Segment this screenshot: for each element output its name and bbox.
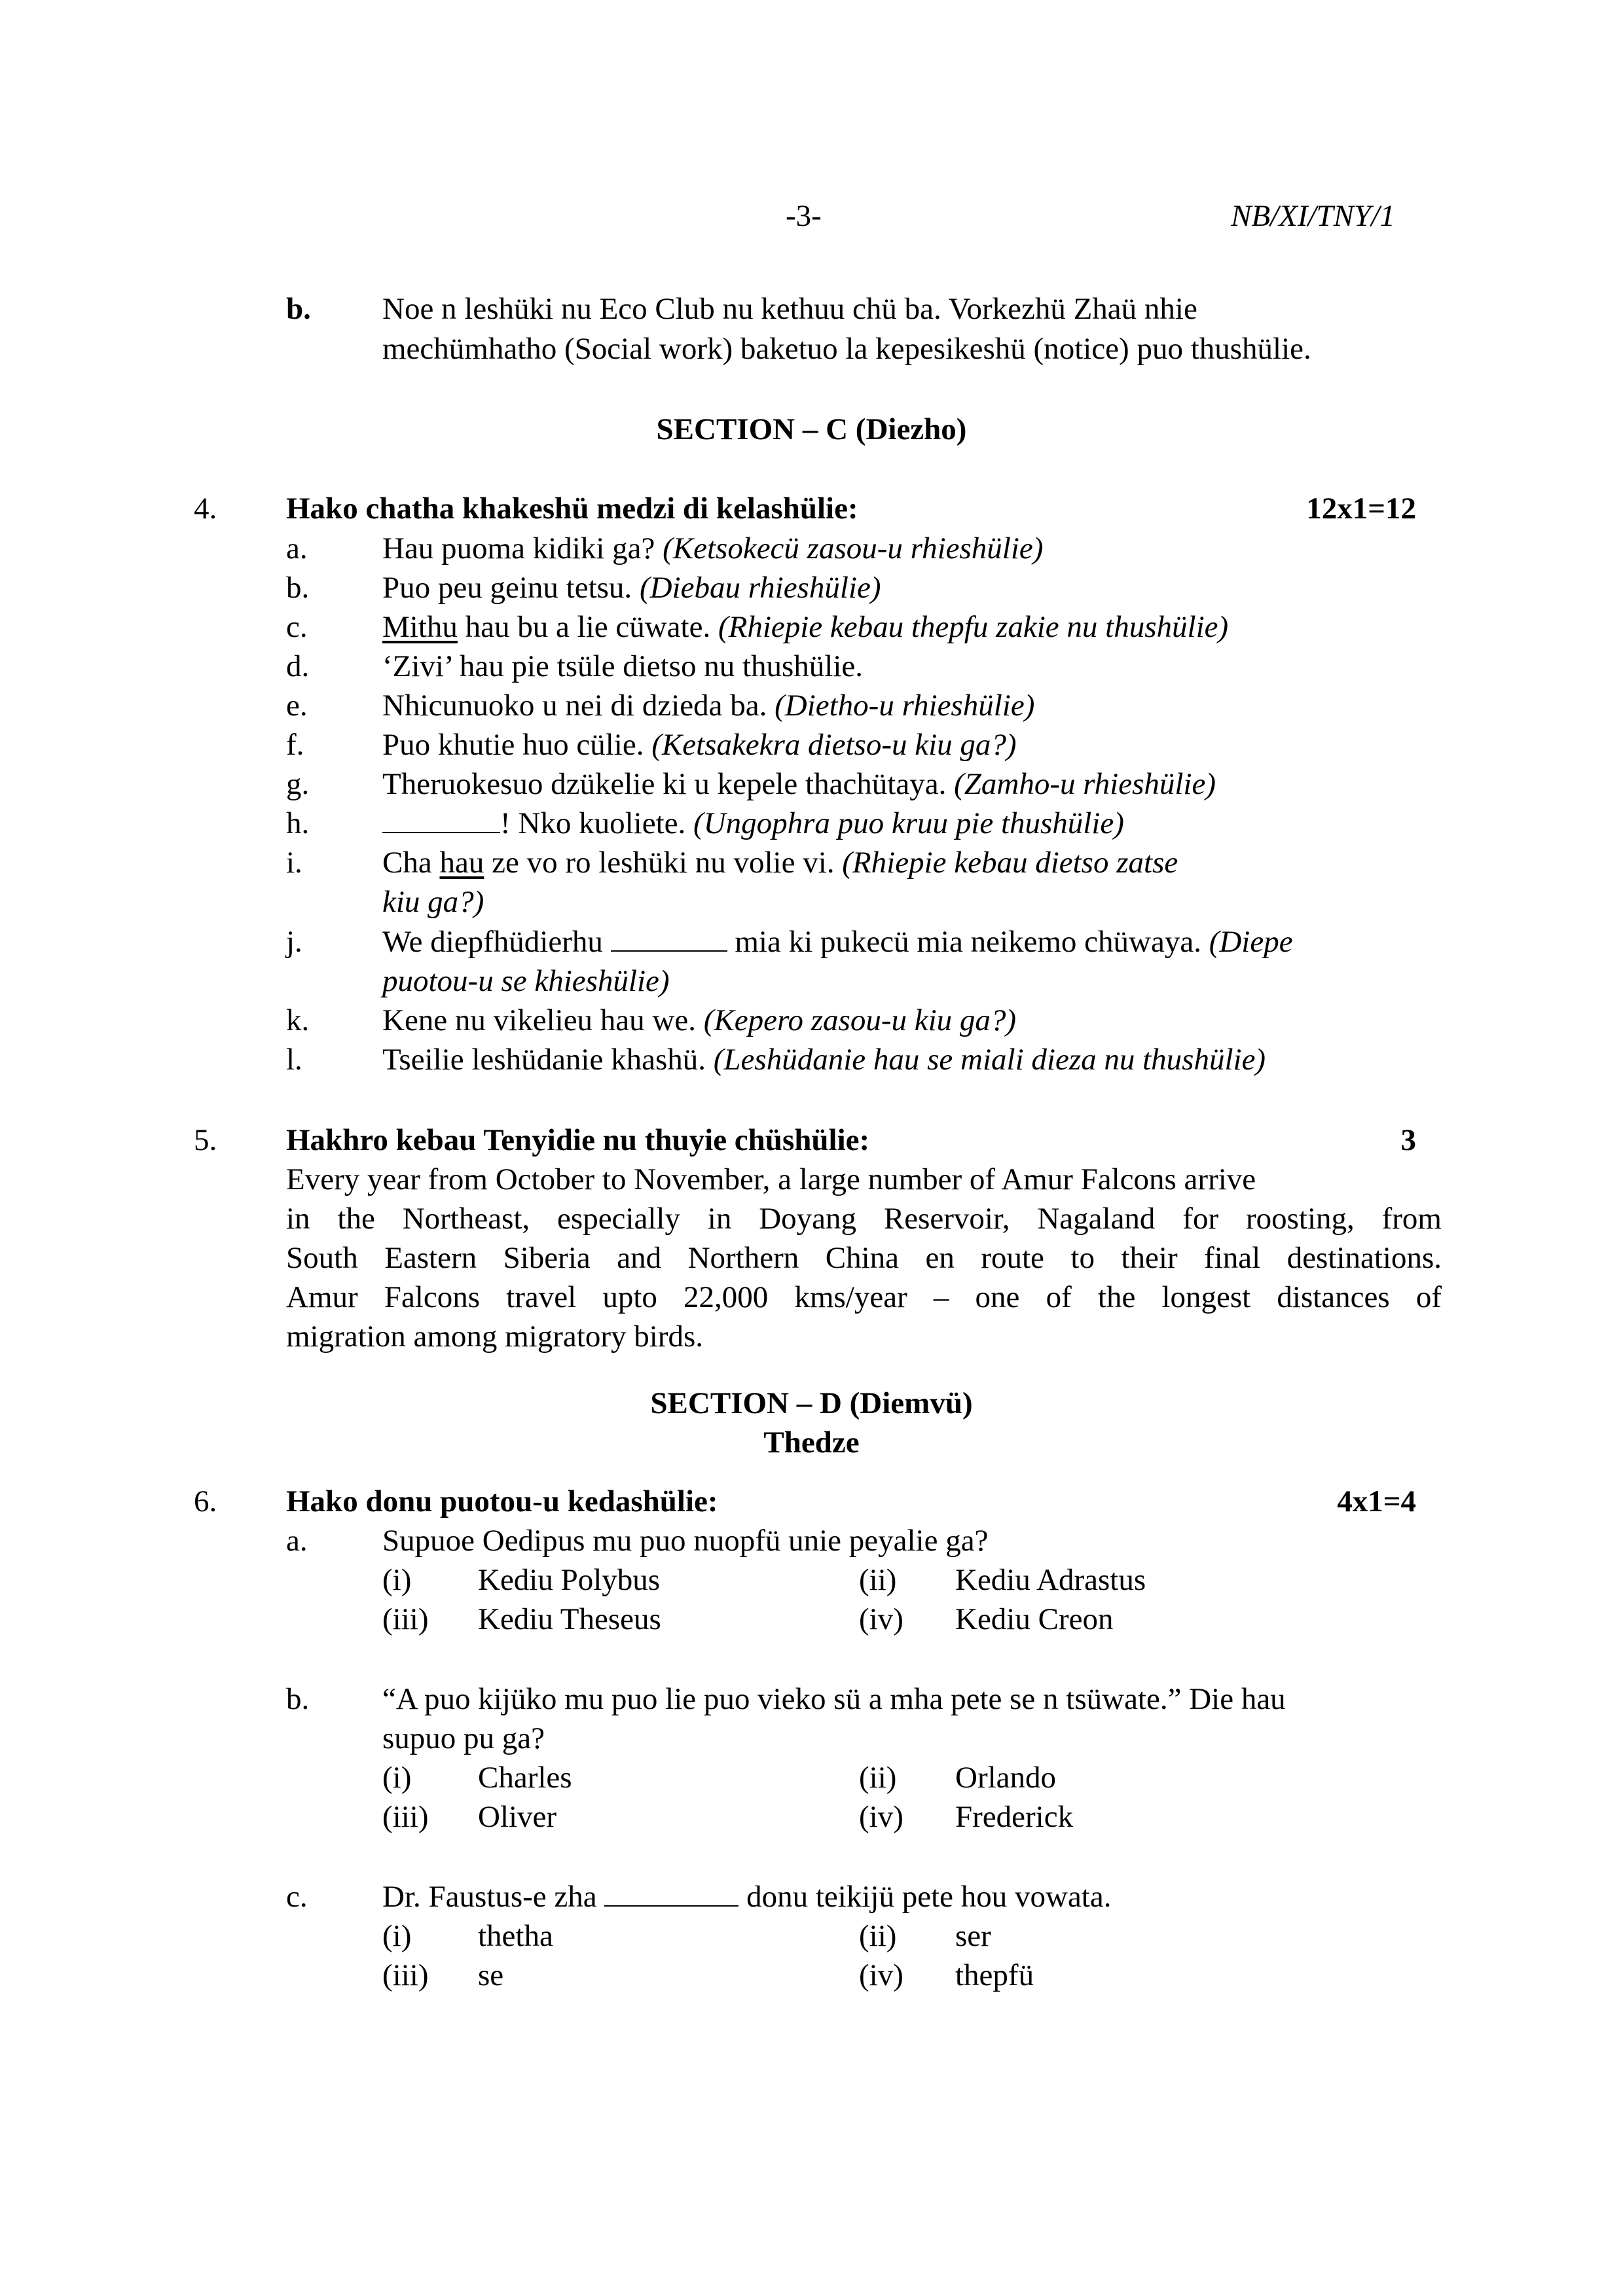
q5-passage-line1: Every year from October to November, a large number of Amur Falcons arrive: [286, 1162, 1256, 1196]
answer-blank: [604, 1879, 739, 1907]
q4i-text: Cha hau ze vo ro leshüki nu volie vi. (Rhiepie kebau dietso zatse: [382, 846, 1178, 880]
q6a-option-text: Kediu Adrastus: [955, 1563, 1146, 1597]
answer-blank: [382, 806, 500, 833]
q5-marks: 3: [1400, 1123, 1416, 1157]
q6b-option-num: (iii): [382, 1800, 429, 1834]
q5-passage-line2: in the Northeast, especially in Doyang Reservoir, Nagaland for roosting, from: [286, 1202, 1442, 1236]
q4f-text: Puo khutie huo cülie. (Ketsakekra dietso-u kiu ga?): [382, 728, 1017, 762]
q4l-text: Tseilie leshüdanie khashü. (Leshüdanie hau se miali dieza nu thushülie): [382, 1043, 1266, 1077]
q4j-hint-cont: puotou-u se khieshülie): [382, 964, 670, 998]
q4h-label: h.: [286, 806, 310, 840]
q6a-option-text: Kediu Polybus: [478, 1563, 661, 1597]
q6c-question: Dr. Faustus-e zha donu teikijü pete hou vowata.: [382, 1880, 1112, 1914]
q3b-line2: mechümhatho (Social work) baketuo la kepesikeshü (notice) puo thushülie.: [382, 332, 1311, 366]
q4i-hint-cont: kiu ga?): [382, 885, 484, 919]
q6b-option-text: Charles: [478, 1761, 572, 1795]
q6-marks: 4x1=4: [1337, 1484, 1416, 1518]
q4k-label: k.: [286, 1003, 310, 1037]
q4c-text: Mithu hau bu a lie cüwate. (Rhiepie kebau thepfu zakie nu thushülie): [382, 610, 1229, 644]
q6b-option-num: (i): [382, 1761, 412, 1795]
q6c-option-text: ser: [955, 1919, 991, 1953]
q4i-label: i.: [286, 846, 302, 880]
q4-instruction: Hako chatha khakeshü medzi di kelashülie:: [286, 492, 858, 526]
q5-instruction: Hakhro kebau Tenyidie nu thuyie chüshülie:: [286, 1123, 870, 1157]
q6a-option-text: Kediu Theseus: [478, 1602, 661, 1636]
q6b-question-line2: supuo pu ga?: [382, 1721, 545, 1755]
q5-passage-line3: South Eastern Siberia and Northern China en route to their final destinations.: [286, 1241, 1442, 1275]
q5-passage-line5: migration among migratory birds.: [286, 1319, 704, 1354]
q4b-text: Puo peu geinu tetsu. (Diebau rhieshülie): [382, 571, 881, 605]
paper-code: NB/XI/TNY/1: [1231, 199, 1395, 233]
q4l-label: l.: [286, 1043, 302, 1077]
q4a-text: Hau puoma kidiki ga? (Ketsokecü zasou-u rhieshülie): [382, 531, 1044, 565]
q4h-text: ! Nko kuoliete. (Ungophra puo kruu pie thushülie): [382, 804, 1124, 844]
q4a-label: a.: [286, 531, 308, 565]
section-d-title: SECTION – D (Diemvü): [650, 1386, 973, 1420]
q6b-option-num: (ii): [859, 1761, 897, 1795]
q6b-option-text: Frederick: [955, 1800, 1074, 1834]
q6a-option-text: Kediu Creon: [955, 1602, 1114, 1636]
q6a-label: a.: [286, 1524, 308, 1558]
q4d-label: d.: [286, 649, 310, 683]
q6b-option-text: Orlando: [955, 1761, 1057, 1795]
q6a-option-num: (i): [382, 1563, 412, 1597]
q6a-option-num: (iii): [382, 1602, 429, 1636]
q6a-option-num: (iv): [859, 1602, 903, 1636]
q5-passage-line4: Amur Falcons travel upto 22,000 kms/year – one of the longest distances of: [286, 1280, 1442, 1314]
q6a-option-num: (ii): [859, 1563, 897, 1597]
section-c-title: SECTION – C (Diezho): [656, 412, 967, 446]
q4c-label: c.: [286, 610, 308, 644]
q3b-label: b.: [286, 292, 311, 326]
q6c-option-num: (ii): [859, 1919, 897, 1953]
q4f-label: f.: [286, 728, 304, 762]
q6b-option-text: Oliver: [478, 1800, 557, 1834]
q6-number: 6.: [194, 1484, 217, 1518]
q4-marks: 12x1=12: [1306, 492, 1416, 526]
section-d-subtitle: Thedze: [763, 1426, 860, 1460]
q6b-label: b.: [286, 1682, 310, 1716]
q4j-text: We diepfhüdierhu mia ki pukecü mia neikemo chüwaya. (Diepe: [382, 925, 1293, 959]
q5-number: 5.: [194, 1123, 217, 1157]
answer-blank: [611, 924, 727, 952]
q4e-label: e.: [286, 689, 308, 723]
q4-number: 4.: [194, 492, 217, 526]
q6c-option-num: (i): [382, 1919, 412, 1953]
q6c-option-num: (iii): [382, 1958, 429, 1992]
q6c-label: c.: [286, 1880, 308, 1914]
q4k-text: Kene nu vikelieu hau we. (Kepero zasou-u kiu ga?): [382, 1003, 1017, 1037]
q6b-question-line1: “A puo kijüko mu puo lie puo vieko sü a mha pete se n tsüwate.” Die hau: [382, 1682, 1286, 1716]
q6c-option-num: (iv): [859, 1958, 903, 1992]
q6-instruction: Hako donu puotou-u kedashülie:: [286, 1484, 718, 1518]
q4b-label: b.: [286, 571, 310, 605]
q4j-label: j.: [286, 925, 302, 959]
page-number: -3-: [786, 199, 822, 233]
q6c-option-text: thepfü: [955, 1958, 1034, 1992]
q4g-text: Theruokesuo dzükelie ki u kepele thachütaya. (Zamho-u rhieshülie): [382, 767, 1216, 801]
q6b-option-num: (iv): [859, 1800, 903, 1834]
q4d-text: ‘Zivi’ hau pie tsüle dietso nu thushülie.: [382, 649, 864, 683]
q6a-question: Supuoe Oedipus mu puo nuopfü unie peyalie ga?: [382, 1524, 989, 1558]
q6c-option-text: thetha: [478, 1919, 553, 1953]
q4g-label: g.: [286, 767, 310, 801]
q3b-line1: Noe n leshüki nu Eco Club nu kethuu chü ba. Vorkezhü Zhaü nhie: [382, 292, 1197, 326]
q4e-text: Nhicunuoko u nei di dzieda ba. (Dietho-u rhieshülie): [382, 689, 1035, 723]
q6c-option-text: se: [478, 1958, 504, 1992]
